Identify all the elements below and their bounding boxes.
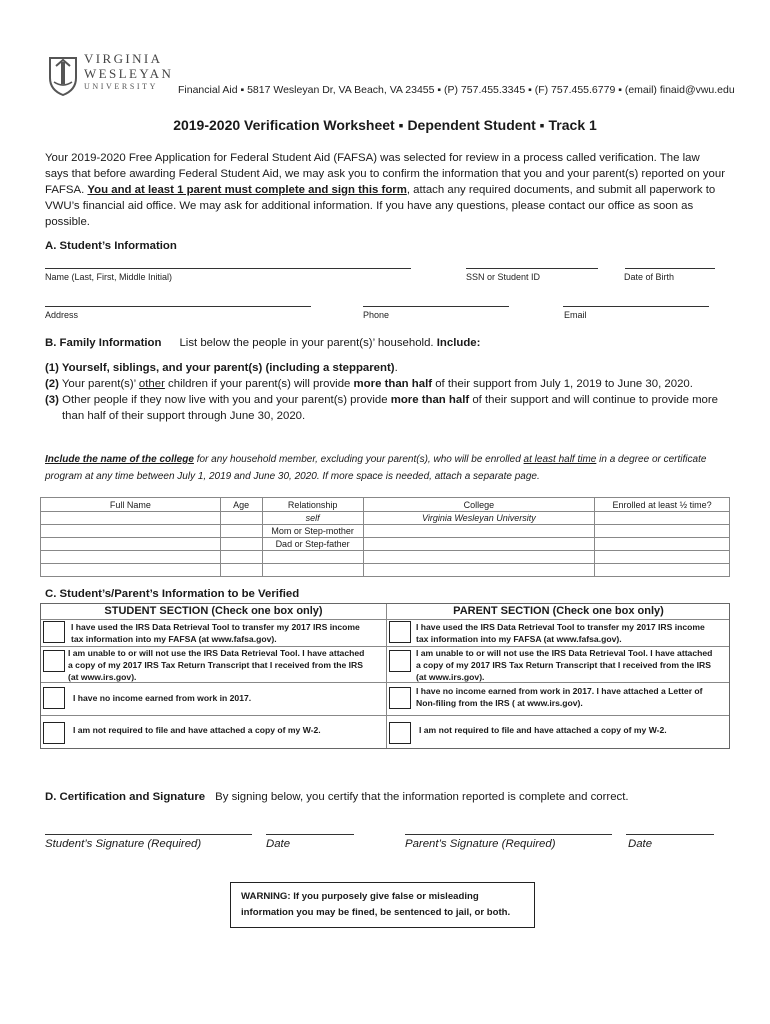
table-cell[interactable] bbox=[262, 551, 363, 564]
table-cell[interactable] bbox=[41, 564, 221, 577]
student-date-line[interactable] bbox=[266, 834, 354, 835]
parent-option-3-label: I have no income earned from work in 2017. I have attached a Letter of Non-filing from the IRS ( at www.irs.gov). bbox=[416, 686, 703, 708]
table-row bbox=[41, 512, 730, 525]
ssn-field-line[interactable] bbox=[466, 268, 598, 269]
col-age: Age bbox=[220, 498, 262, 512]
intro-bold-statement: You and at least 1 parent must complete and sign this form bbox=[87, 184, 407, 196]
table-cell: Dad or Step-father bbox=[262, 538, 363, 551]
email-label: Email bbox=[564, 310, 587, 320]
table-cell[interactable] bbox=[595, 525, 730, 538]
student-option-1-label: I have used the IRS Data Retrieval Tool to transfer my 2017 IRS income tax information into my FAFSA (at www.fafsa.gov). bbox=[71, 622, 360, 644]
section-b-heading: B. Family Information bbox=[45, 337, 162, 349]
section-c-heading: C. Student’s/Parent’s Information to be Verified bbox=[45, 588, 300, 600]
table-row bbox=[41, 538, 730, 551]
table-cell: Mom or Step-mother bbox=[262, 525, 363, 538]
student-option-4-label: I am not required to file and have attached a copy of my W-2. bbox=[73, 725, 321, 735]
crest-icon bbox=[48, 52, 78, 96]
col-relationship: Relationship bbox=[262, 498, 363, 512]
section-b-heading-line: B. Family Information List below the people in your parent(s)’ household. Include: bbox=[45, 337, 481, 349]
student-option-3-checkbox[interactable] bbox=[43, 687, 65, 709]
table-cell: self bbox=[262, 512, 363, 525]
table-cell[interactable] bbox=[363, 564, 595, 577]
contact-info: Financial Aid ▪ 5817 Wesleyan Dr, VA Beach, VA 23455 ▪ (P) 757.455.3345 ▪ (F) 757.455.6779 ▪ (email) finaid@vwu.edu bbox=[178, 84, 735, 96]
parent-option-3-checkbox[interactable] bbox=[389, 687, 411, 709]
certification-text: By signing below, you certify that the information reported is complete and correct. bbox=[215, 791, 629, 803]
certification-line bbox=[45, 791, 629, 803]
table-cell[interactable] bbox=[41, 512, 221, 525]
section-a-heading: A. Student’s Information bbox=[45, 240, 177, 252]
table-cell[interactable] bbox=[41, 538, 221, 551]
logo-text-university: UNIVERSITY bbox=[84, 82, 158, 91]
table-cell: Virginia Wesleyan University bbox=[363, 512, 595, 525]
student-option-1-checkbox[interactable] bbox=[43, 621, 65, 643]
student-date-label: Date bbox=[266, 838, 291, 850]
college-note: Include the name of the college for any household member, excluding your parent(s), who will be enrolled at least half time in a degree or certificate program at any time between July 1, 2019 and June 30, 2020. If more space is needed, attach a separate page. bbox=[45, 454, 707, 482]
student-option-4-checkbox[interactable] bbox=[43, 722, 65, 744]
table-cell[interactable] bbox=[220, 564, 262, 577]
parent-section-header: PARENT SECTION (Check one box only) bbox=[453, 605, 664, 617]
table-cell[interactable] bbox=[41, 525, 221, 538]
address-label: Address bbox=[45, 310, 79, 320]
university-logo bbox=[48, 50, 174, 100]
household-include-list: (1) Yourself, siblings, and your parent(s) (including a stepparent). (2) Your parent(s)’ other children if your parent(s) will provide more than half of their support from July 1, 2019 to June 30, 2020. (3) Other people if they now live with you and your parent(s) provide more than half of their support and will continue to provide more than half of their support through June 30, 2020. bbox=[45, 362, 719, 422]
student-option-3-label: I have no income earned from work in 2017. bbox=[73, 693, 252, 703]
table-header-row bbox=[41, 498, 730, 512]
table-cell[interactable] bbox=[595, 551, 730, 564]
student-option-2-label: I am unable to or will not use the IRS Data Retrieval Tool. I have attached a copy of my 2017 IRS Tax Return Transcript that I received from the IRS (at www.irs.gov). bbox=[68, 648, 365, 682]
household-table bbox=[40, 497, 730, 577]
row-divider bbox=[41, 619, 729, 620]
parent-signature-line[interactable] bbox=[405, 834, 612, 835]
intro-paragraph: Your 2019-2020 Free Application for Federal Student Aid (FAFSA) was selected for review in a process called verification. The law says that before awarding Federal Student Aid, we may ask you to confirm the information that you and your parent(s) reported on your FAFSA. You and at least 1 parent must complete and sign this form, attach any required documents, and submit all paperwork to VWU’s financial aid office. We may ask for additional information. If you have any questions, please contact our office as soon as possible. bbox=[45, 152, 726, 228]
parent-option-1-label: I have used the IRS Data Retrieval Tool to transfer my 2017 IRS income tax information into my FAFSA (at www.fafsa.gov). bbox=[416, 622, 705, 644]
page-title: 2019-2020 Verification Worksheet ▪ Dependent Student ▪ Track 1 bbox=[173, 117, 597, 133]
col-college: College bbox=[363, 498, 595, 512]
parent-option-2-checkbox[interactable] bbox=[389, 650, 411, 672]
student-signature-line[interactable] bbox=[45, 834, 252, 835]
dob-field-line[interactable] bbox=[625, 268, 715, 269]
table-cell[interactable] bbox=[41, 551, 221, 564]
row-divider bbox=[41, 715, 729, 716]
logo-text-wesleyan: WESLEYAN bbox=[84, 66, 174, 81]
email-field-line[interactable] bbox=[563, 306, 709, 307]
student-signature-label: Student’s Signature (Required) bbox=[45, 838, 202, 850]
warning-line-1: WARNING: If you purposely give false or misleading bbox=[241, 891, 479, 902]
parent-date-line[interactable] bbox=[626, 834, 714, 835]
student-option-2-checkbox[interactable] bbox=[43, 650, 65, 672]
phone-label: Phone bbox=[363, 310, 390, 320]
parent-option-1-checkbox[interactable] bbox=[389, 621, 411, 643]
col-enrolled: Enrolled at least ½ time? bbox=[595, 498, 730, 512]
column-divider bbox=[386, 604, 387, 748]
table-cell[interactable] bbox=[595, 538, 730, 551]
table-row bbox=[41, 564, 730, 577]
table-cell[interactable] bbox=[363, 538, 595, 551]
table-cell[interactable] bbox=[220, 512, 262, 525]
table-cell[interactable] bbox=[595, 512, 730, 525]
parent-option-2-label: I am unable to or will not use the IRS Data Retrieval Tool. I have attached a copy of my 2017 IRS Tax Return Transcript that I received from the IRS (at www.irs.gov). bbox=[416, 648, 713, 682]
verification-box bbox=[40, 603, 730, 749]
name-field-line[interactable] bbox=[45, 268, 411, 269]
table-cell[interactable] bbox=[363, 525, 595, 538]
parent-date-label: Date bbox=[628, 838, 653, 850]
parent-option-4-label: I am not required to file and have attached a copy of my W-2. bbox=[419, 725, 667, 735]
section-d-heading: D. Certification and Signature bbox=[45, 791, 206, 803]
warning-box bbox=[230, 882, 535, 928]
col-full-name: Full Name bbox=[41, 498, 221, 512]
logo-text-virginia: VIRGINIA bbox=[84, 51, 163, 66]
table-row bbox=[41, 551, 730, 564]
table-cell[interactable] bbox=[262, 564, 363, 577]
table-row bbox=[41, 525, 730, 538]
student-section-header: STUDENT SECTION (Check one box only) bbox=[104, 605, 323, 617]
table-cell[interactable] bbox=[595, 564, 730, 577]
table-cell[interactable] bbox=[220, 525, 262, 538]
parent-signature-label: Parent’s Signature (Required) bbox=[405, 838, 556, 850]
table-cell[interactable] bbox=[220, 538, 262, 551]
table-cell[interactable] bbox=[220, 551, 262, 564]
ssn-label: SSN or Student ID bbox=[466, 272, 541, 282]
parent-option-4-checkbox[interactable] bbox=[389, 722, 411, 744]
phone-field-line[interactable] bbox=[363, 306, 509, 307]
table-cell[interactable] bbox=[363, 551, 595, 564]
name-label: Name (Last, First, Middle Initial) bbox=[45, 272, 173, 282]
address-field-line[interactable] bbox=[45, 306, 311, 307]
dob-label: Date of Birth bbox=[624, 272, 675, 282]
warning-line-2: information you may be fined, be sentenced to jail, or both. bbox=[241, 907, 511, 918]
section-b-instruction: List below the people in your parent(s)’ household. bbox=[179, 337, 437, 349]
